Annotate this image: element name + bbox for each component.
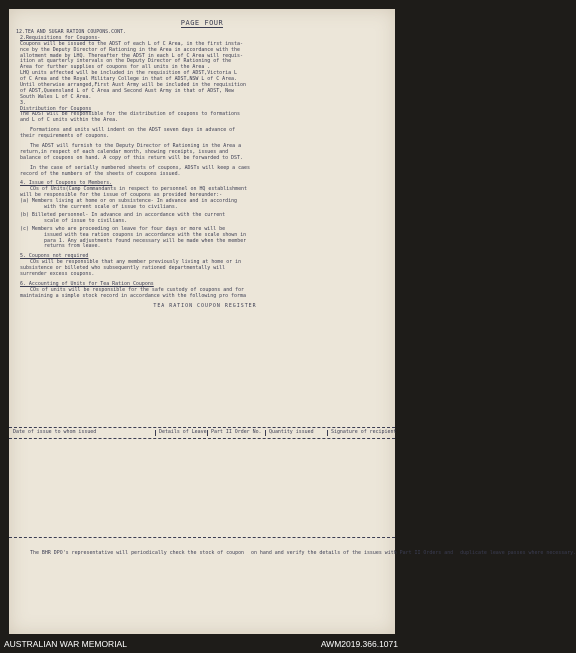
text-line: In the case of serially numbered sheets of coupons, ADSTs will keep a caes [30,164,250,171]
register-empty-body [9,439,395,537]
section-heading: 12.TEA AND SUGAR RATION COUPONS.CONT. [16,29,126,35]
text-line: COs will be responsible that any member previously living at home or in [30,259,242,266]
text-line: of ADST,Queensland L of C Area and Second Aust Army in that of ADST, New [20,87,235,94]
document-page [9,9,576,634]
register-column-header: Signature of recipient [327,430,399,436]
list-item-label: (c) Members who are proceeding on leave for four days or more will be [20,225,226,232]
text-line: LHQ units affected will be included in the requisition of ADST,Victoria L [20,70,238,77]
text-line: South Wales L of C Area. [20,93,92,100]
document-body [16,30,394,309]
text-line: allotment made by LHQ. Thereafter the ADST in each L of C Area will requis- [20,52,243,59]
text-line: para 1. Any adjustments found necessary will be made when the member [44,237,247,244]
list-item-label: (a) Members living at home or on subsistence- In advance and in according [20,198,238,205]
register-column-header: Part II Order No. [207,430,265,436]
subsection-heading-accounting: 6. Accounting of Units for Tea Ration Coupons [20,280,154,287]
text-line: Formations and units will indent on the ADST seven days in advance of [30,127,236,134]
text-line: issued with tea ration coupons in accordance with the scale shown in [44,231,247,238]
text-line: duplicate leave passes where necessary. [460,550,576,556]
page-title: PAGE FOUR [180,19,224,27]
text-line: will be responsible for the issue of coupons as provided hereunder:- [20,192,223,199]
coupon-register-table [9,427,395,538]
text-line: Coupons will be issued to the ADST of each L of C Area, in the first insta- [20,40,243,47]
text-line: Until otherwise arranged,First Aust Army will be included in the requisition [20,82,246,89]
text-line: The ADST will furnish to the Deputy Director of Rationing in the Area a [30,143,242,150]
text-line: The BHR DPO's representative will periodically check the stock of coupon [30,550,245,556]
subsection-number: 3. [20,99,26,106]
subsection-heading-requisitions: 2.Requisitions for Coupons- [20,34,101,41]
text-line: on hand and verify the details of the issues with Part II Orders and [251,550,454,556]
register-column-header: Details of Leave [155,430,207,436]
archive-footer [0,634,403,653]
list-item-label: (b) Billeted personnel- In advance and in accordance with the current [20,211,226,218]
subsection-heading-not-required: 5. Coupons not required [20,253,89,260]
text-line: maintaining a simple stock record in accordance with the following pro forma [20,292,246,299]
register-column-header: Quantity issued [265,430,327,436]
text-line: ition at quarterly intervals on the Deputy Director of Rationing of the [20,58,232,65]
text-line: The ADST will be responsible for the distribution of coupons to formations [20,111,240,118]
register-column-header: Date of issue to whom issued [13,429,97,435]
text-line: of C Area and the Royal Military College in that of ADST,NSW L of C Area. [20,76,238,83]
text-line: Area for further supplies of coupons for all units in the Area . [20,64,211,71]
institution-name: AUSTRALIAN WAR MEMORIAL [4,639,127,649]
text-line: their requirements of coupons. [20,133,110,140]
text-line: nce by the Deputy Director of Rationing in the Area in accordance with the [20,46,240,53]
text-line: COs of Units(Camp Commandants in respect to personnel on HQ establishment [30,186,248,193]
text-line: with the current scale of issue to civilians. [44,204,178,211]
text-line: record of the numbers of the sheets of coupons issued. [20,170,181,177]
text-line: return,in respect of each calendar month, showing receipts, issues and [20,148,229,155]
text-line: surrender excess coupons. [20,270,95,277]
text-line: returns from leave. [44,243,101,250]
text-line: subsistence or billeted who subsequently rationed departmentally will [20,265,226,272]
table-rule-bottom [9,537,395,538]
text-line: and L of C units within the Area. [20,117,119,124]
subsection-heading-issue: 4. Issue of Coupons to Members. [20,180,113,187]
subsection-heading-distribution: Distribution for Coupons [20,105,92,112]
text-line: scale of issue to civilians. [44,217,128,224]
closing-paragraph [16,550,576,557]
text-line: balance of coupons on hand. A copy of this return will be forwarded to DST. [20,154,243,161]
text-line: COs of units will be responsible for the safe custody of coupons and for [30,286,245,293]
register-header-row [9,428,395,438]
archive-reference: AWM2019.366.1071 [320,639,398,649]
register-title: TEA RATION COUPON REGISTER [153,302,257,309]
